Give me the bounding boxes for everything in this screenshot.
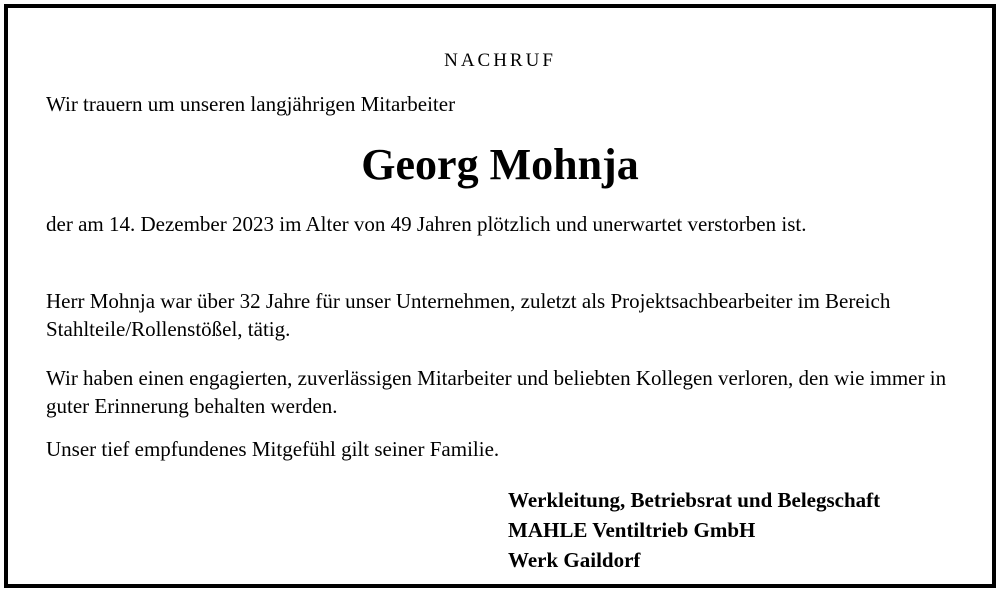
signature-line-company: MAHLE Ventiltrieb GmbH — [508, 518, 756, 542]
signature-block — [508, 485, 880, 575]
signature-line-plant: Werk Gaildorf — [508, 548, 641, 572]
signature-line-staff: Werkleitung, Betriebsrat und Belegschaft — [508, 488, 881, 512]
paragraph-employment: Herr Mohnja war über 32 Jahre für unser Unternehmen, zuletzt als Projektsachbearbeiter im Bereich Stahlteile/Rollenstößel, tätig. — [46, 289, 891, 341]
deceased-name: Georg Mohnja — [361, 140, 639, 189]
paragraph-condolence: Unser tief empfundenes Mitgefühl gilt seiner Familie. — [46, 437, 500, 461]
obituary-frame — [4, 4, 996, 588]
paragraph-tribute: Wir haben einen engagierten, zuverlässigen Mitarbeiter und beliebten Kollegen verloren, den wie immer in guter Erinnerung behalten werden. — [46, 366, 947, 418]
paragraph-death-details: der am 14. Dezember 2023 im Alter von 49 Jahren plötzlich und unerwartet verstorben ist. — [46, 212, 807, 236]
intro-text: Wir trauern um unseren langjährigen Mitarbeiter — [46, 92, 456, 116]
notice-heading: NACHRUF — [444, 50, 556, 71]
